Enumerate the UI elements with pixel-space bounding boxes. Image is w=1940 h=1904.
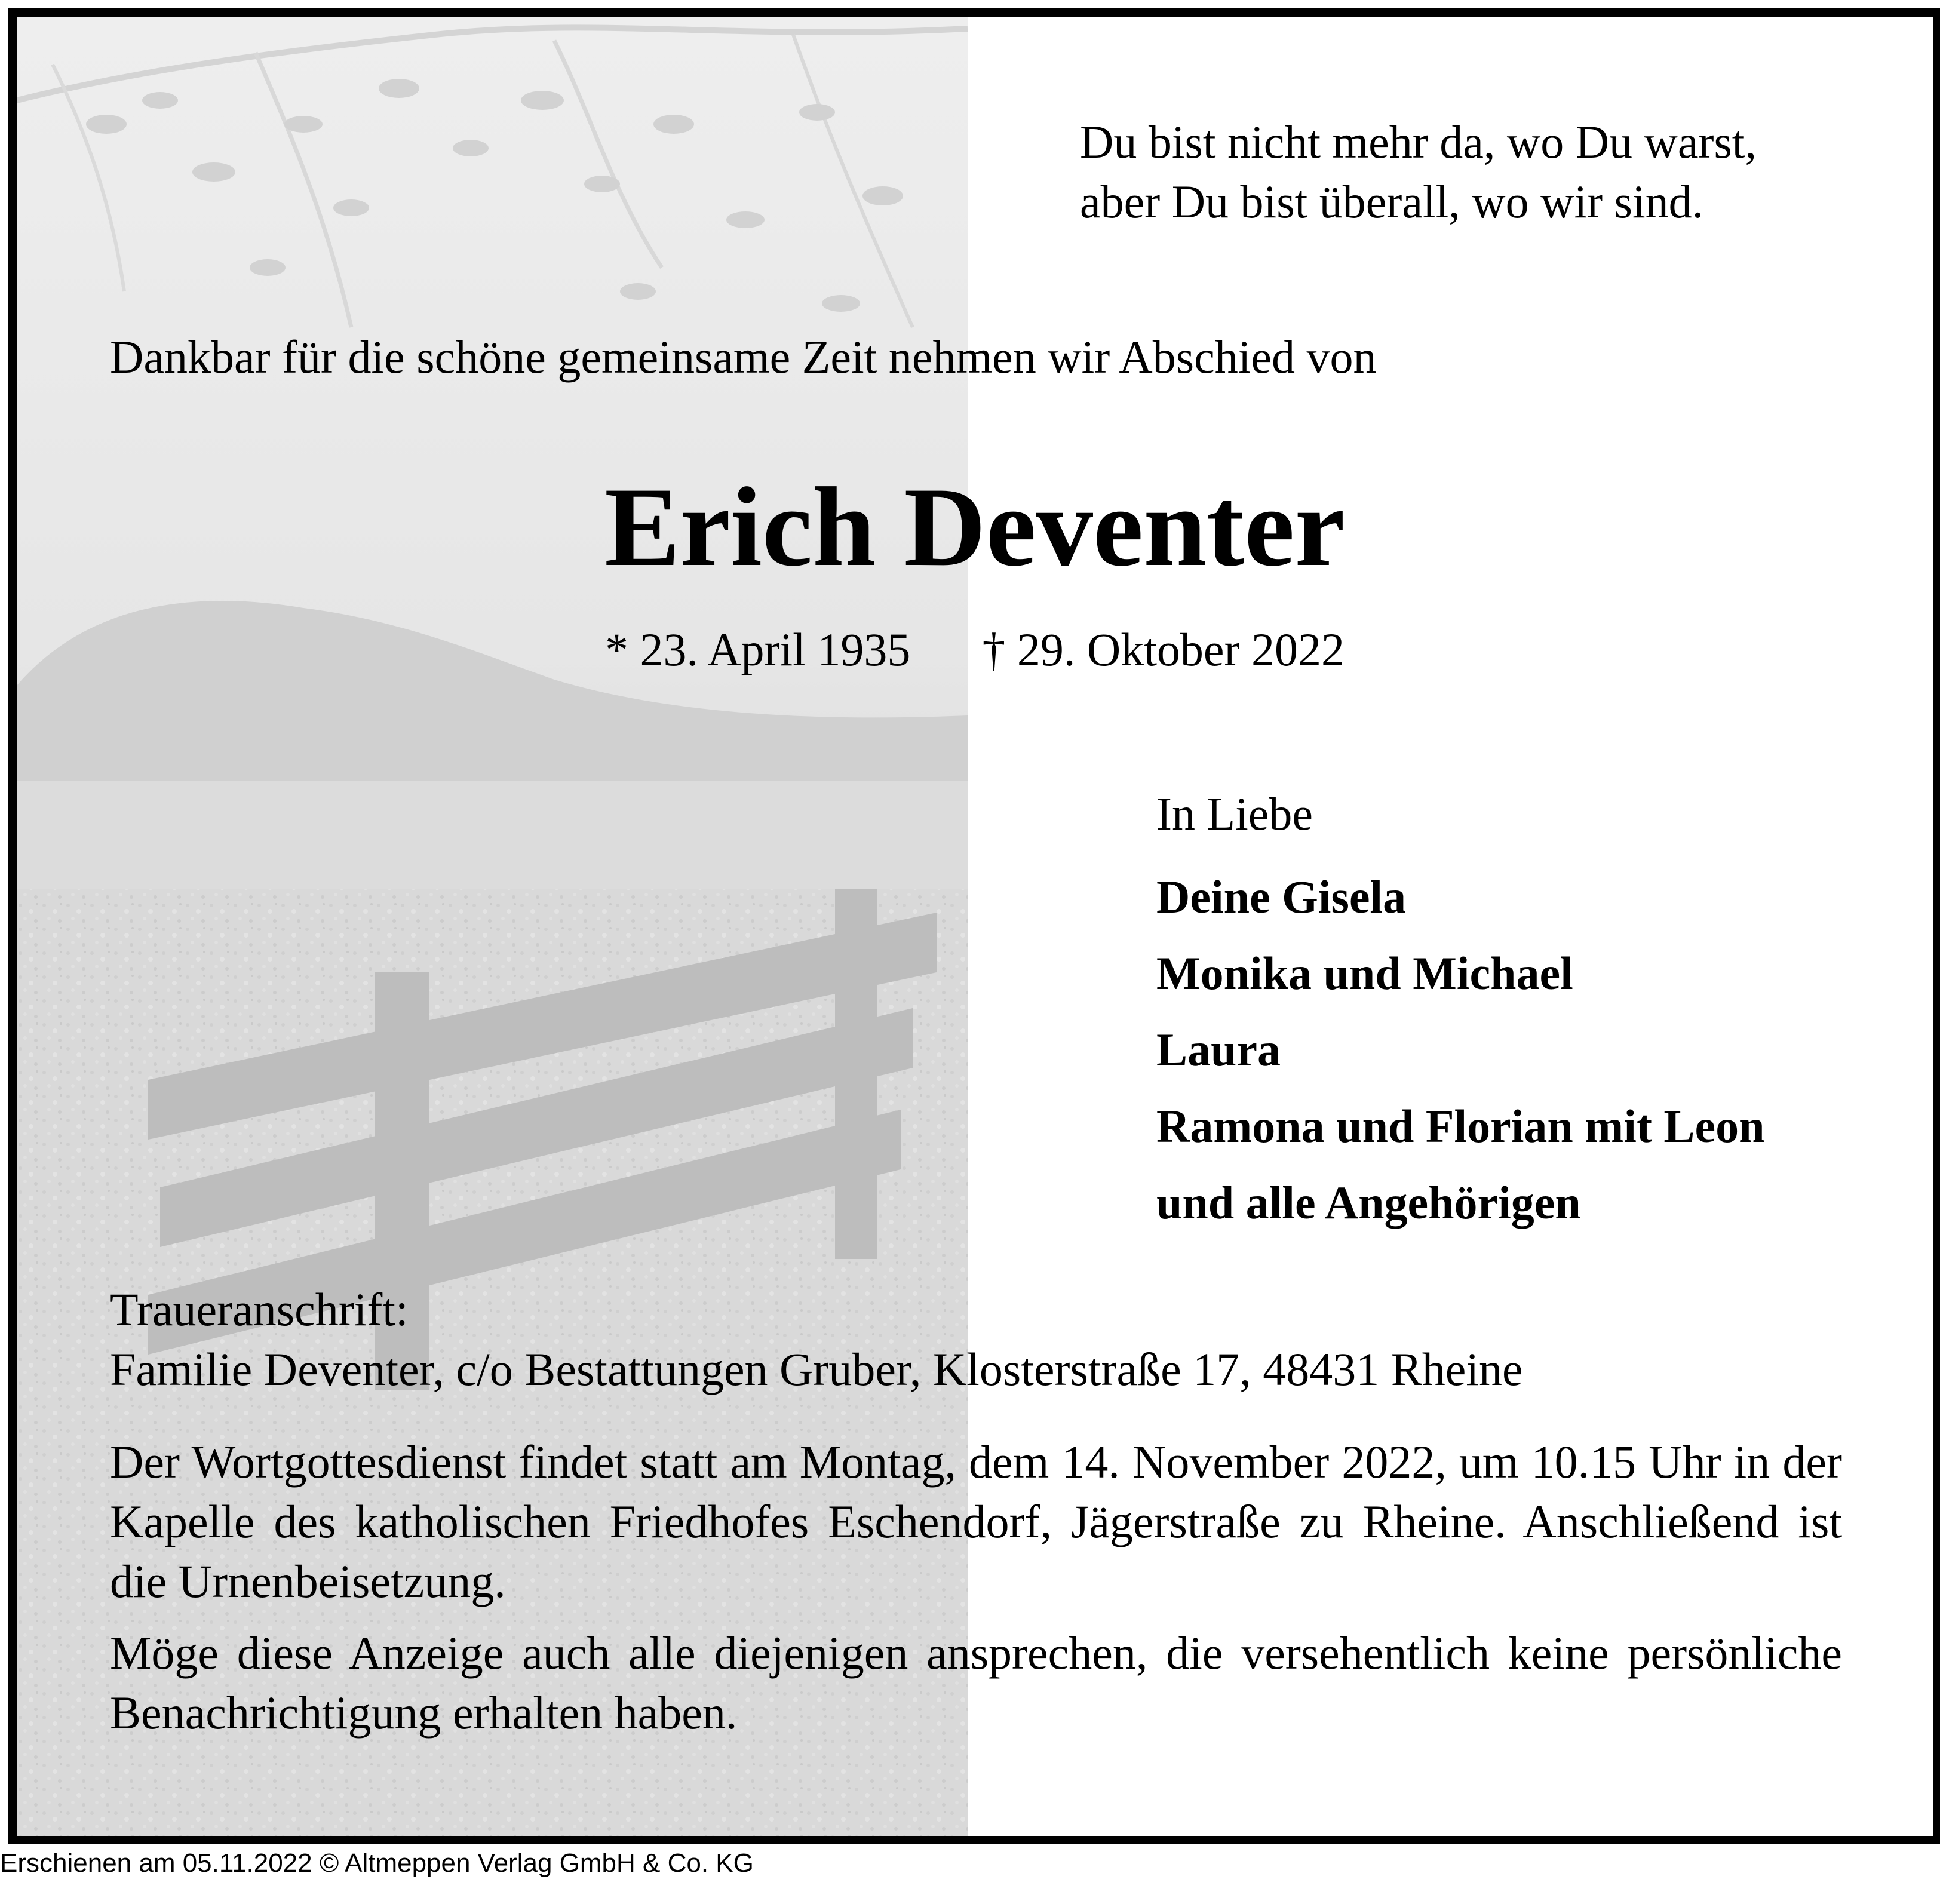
service-info: Der Wortgottesdienst findet statt am Montag, dem 14. November 2022, um 10.15 Uhr in der Kapelle des katholischen Friedhofes Eschendorf, Jägerstraße zu Rheine. Anschließend ist die Urnenbeisetzung. xyxy=(110,1436,1842,1607)
mourner-name: Laura xyxy=(1156,1024,1281,1076)
publication-footer: Erschienen am 05.11.2022 © Altmeppen Verlag GmbH & Co. KG xyxy=(0,1848,754,1878)
quote-line-1: Du bist nicht mehr da, wo Du warst, xyxy=(1080,116,1757,168)
quote-line-2: aber Du bist überall, wo wir sind. xyxy=(1080,176,1704,228)
mourner-name: und alle Angehörigen xyxy=(1156,1177,1581,1229)
obituary-frame xyxy=(8,8,1940,1844)
mourners-list xyxy=(1156,859,1764,1241)
birth-date: * 23. April 1935 xyxy=(605,624,911,675)
notice-text: Möge diese Anzeige auch alle diejenigen ansprechen, die versehentlich keine persönliche Benachrichtigung erhalten haben. xyxy=(110,1627,1842,1739)
mourners-greeting: In Liebe xyxy=(1156,788,1313,840)
death-date: † 29. Oktober 2022 xyxy=(982,624,1345,675)
intro-text: Dankbar für die schöne gemeinsame Zeit nehmen wir Abschied von xyxy=(110,331,1377,383)
address-value: Familie Deventer, c/o Bestattungen Gruber, Klosterstraße 17, 48431 Rheine xyxy=(110,1343,1523,1395)
address-label: Traueranschrift: xyxy=(110,1283,409,1335)
condolence-address xyxy=(110,1280,1842,1399)
life-dates xyxy=(17,620,1933,680)
mourner-name: Ramona und Florian mit Leon xyxy=(1156,1100,1765,1152)
mourner-name: Monika und Michael xyxy=(1156,947,1573,999)
mourner-name: Deine Gisela xyxy=(1156,871,1407,923)
deceased-name: Erich Deventer xyxy=(604,465,1345,590)
memorial-quote xyxy=(1080,112,1757,232)
